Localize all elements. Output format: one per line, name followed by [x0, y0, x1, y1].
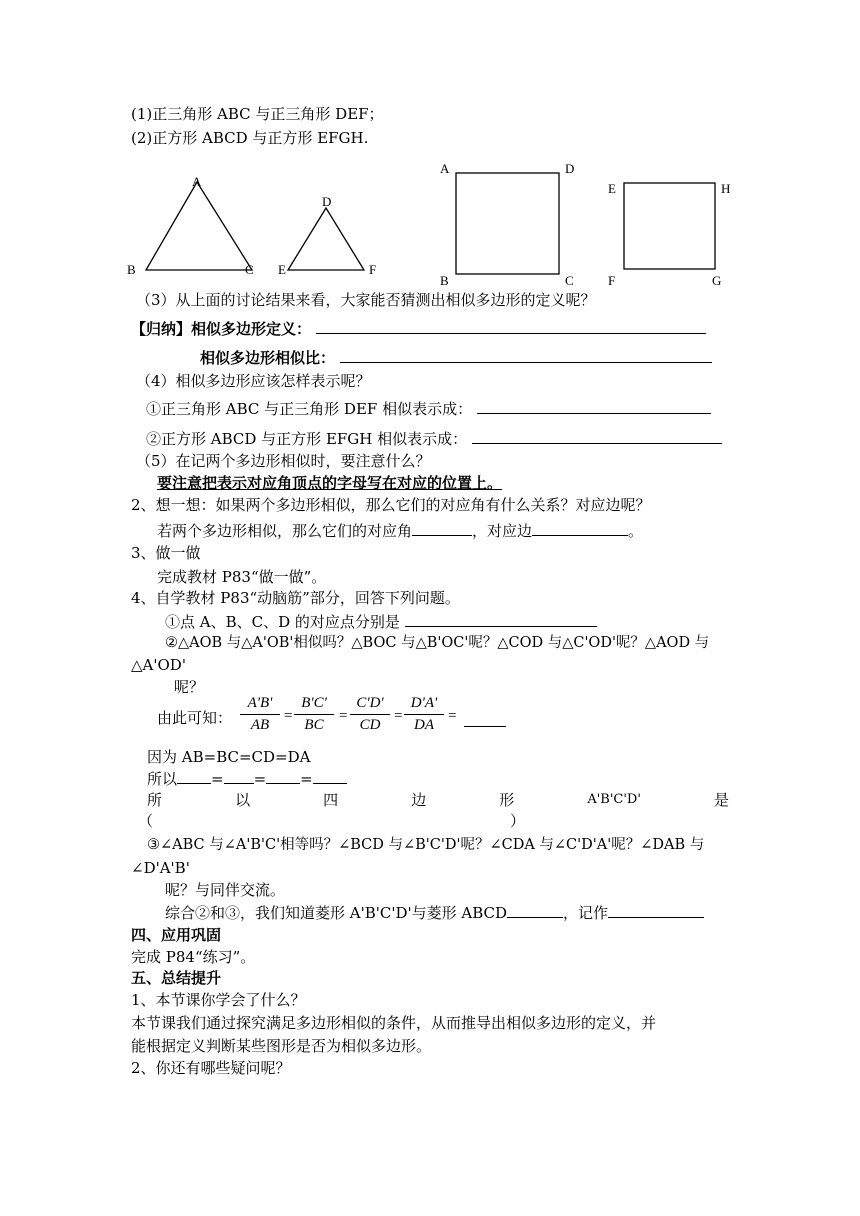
label-sc: C	[565, 273, 574, 288]
summary-text-1: 本节课我们通过探究满足多边形相似的条件，从而推导出相似多边形的定义，并	[131, 1014, 657, 1032]
word-3: 四	[323, 791, 339, 809]
section-4h: 综合②和③，我们知道菱形 A'B'C'D'与菱形 ABCD ，记作	[165, 902, 704, 923]
triangle-def	[278, 194, 376, 277]
ratio-result-blank[interactable]	[464, 711, 506, 727]
fraction-1: A'B' AB	[240, 695, 280, 734]
angle-blank[interactable]	[412, 520, 472, 536]
summary-text-2: 能根据定义判断某些图形是否为相似多边形。	[131, 1037, 432, 1055]
blank-4[interactable]	[313, 768, 347, 784]
line-1: (1)正三角形 ABC 与正三角形 DEF；	[131, 105, 384, 123]
section-4b: ②△AOB 与△A'OB'相似吗？△BOC 与△B'OC'呢？△COD 与△C'OD'呢？△AOD 与	[165, 635, 710, 651]
fraction-equation	[240, 695, 520, 741]
label-f: F	[369, 262, 377, 277]
rhombus-notation-blank[interactable]	[608, 902, 704, 918]
square-notation-blank[interactable]	[472, 428, 722, 444]
question-4b: ②正方形 ABCD 与正方形 EFGH 相似表示成：	[146, 428, 722, 449]
word-5: 形	[499, 791, 515, 809]
heading-4: 四、应用巩固	[131, 926, 222, 944]
paren-right: ）	[510, 812, 526, 830]
points-blank[interactable]	[405, 611, 597, 627]
heading-4-text: 完成 P84“练习”。	[131, 948, 256, 966]
summary-ratio: 相似多边形相似比：	[200, 347, 712, 368]
blank-3[interactable]	[266, 768, 300, 784]
word-4: 边	[411, 791, 427, 809]
section-4g-2: ∠D'A'B'	[131, 859, 190, 877]
label-e: E	[278, 262, 286, 277]
blank-1[interactable]	[177, 768, 211, 784]
line-2: (2)正方形 ABCD 与正方形 EFGH.	[131, 129, 369, 147]
rhombus-relation-blank[interactable]	[507, 902, 563, 918]
label-sa: A	[440, 161, 450, 176]
fraction-3: C'D' CD	[350, 695, 390, 734]
therefore-label: 由此可知：	[157, 709, 233, 727]
summary-q2: 2、你还有哪些疑问呢？	[131, 1059, 291, 1077]
shape-blank[interactable]	[158, 813, 510, 828]
equals-1: =	[284, 708, 293, 724]
section-4b-3: 呢？	[174, 678, 205, 696]
equals-2: =	[339, 708, 348, 724]
summary-q1: 1、本节课你学会了什么？	[131, 991, 306, 1009]
summary-definition: 【归纳】相似多边形定义：	[131, 318, 706, 339]
ratio-blank[interactable]	[340, 347, 712, 363]
section-4f	[147, 790, 729, 810]
label-d: D	[322, 194, 332, 209]
label-sg: G	[712, 273, 722, 288]
section-4b-2: △A'OD'	[131, 656, 186, 674]
section-4a: ①点 A、B、C、D 的对应点分别是	[165, 611, 597, 632]
label-a: A	[192, 174, 202, 189]
question-4a: ①正三角形 ABC 与正三角形 DEF 相似表示成：	[146, 398, 711, 419]
triangle-notation-blank[interactable]	[477, 398, 711, 414]
question-5: （5）在记两个多边形相似时，要注意什么？	[136, 452, 431, 470]
section-3: 3、做一做	[131, 544, 201, 562]
paren-left: （	[138, 812, 154, 830]
label-c: C	[245, 262, 254, 277]
question-4: （4）相似多边形应该怎样表示呢？	[136, 372, 371, 390]
equals-4: =	[448, 708, 457, 724]
section-4g: ③∠ABC 与∠A'B'C'相等吗？∠BCD 与∠B'C'D'呢？∠CDA 与∠C'D'A'呢？∠DAB 与	[147, 837, 705, 853]
section-2: 2、想一想：如果两个多边形相似，那么它们的对应角有什么关系？对应边呢？	[131, 496, 651, 514]
side-blank[interactable]	[532, 520, 628, 536]
blank-2[interactable]	[224, 768, 254, 784]
label-sd: D	[565, 161, 575, 176]
label-sf: F	[608, 273, 616, 288]
section-4d: 因为 AB=BC=CD=DA	[147, 748, 311, 766]
label-b: B	[127, 262, 136, 277]
triangle-abc	[127, 174, 254, 277]
section-2b: 若两个多边形相似，那么它们的对应角 ，对应边 。	[157, 522, 644, 540]
square-efgh	[608, 181, 730, 288]
word-7: 是	[713, 791, 729, 809]
label-se: E	[608, 181, 616, 196]
word-1: 所	[147, 791, 163, 809]
question-5-answer: 要注意把表示对应角顶点的字母写在对应的位置上。	[157, 474, 503, 492]
label-sh: H	[721, 181, 731, 196]
word-2: 以	[235, 791, 251, 809]
section-4e: 所以 = = =	[147, 768, 347, 789]
section-3b: 完成教材 P83“做一做”。	[157, 568, 327, 586]
fraction-4: D'A' DA	[404, 695, 444, 734]
figures	[0, 150, 860, 290]
question-3: （3）从上面的讨论结果来看，大家能否猜测出相似多边形的定义呢？	[136, 291, 596, 309]
label-sb: B	[440, 273, 449, 288]
equals-3: =	[394, 708, 403, 724]
square-abcd	[440, 161, 574, 288]
word-6: A'B'C'D'	[587, 792, 641, 807]
definition-blank[interactable]	[316, 318, 706, 334]
fraction-2: B'C' BC	[294, 695, 334, 734]
section-4g-3: 呢？与同伴交流。	[165, 881, 286, 899]
section-4: 4、自学教材 P83“动脑筋”部分，回答下列问题。	[131, 589, 460, 607]
heading-5: 五、总结提升	[131, 969, 222, 987]
